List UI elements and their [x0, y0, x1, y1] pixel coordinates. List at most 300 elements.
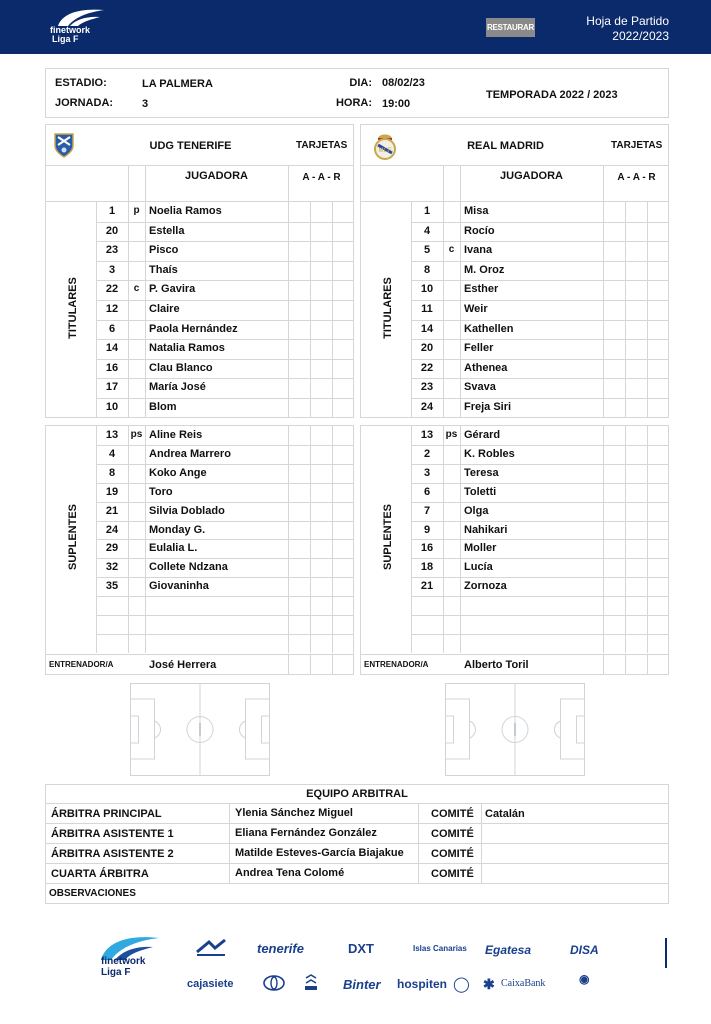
card-cell[interactable] [288, 445, 310, 464]
player-row[interactable] [411, 339, 668, 359]
home-formation-pitch[interactable] [130, 683, 270, 776]
cards-column-header: A - A - R [302, 172, 341, 183]
player-row[interactable] [96, 521, 353, 540]
player-row[interactable] [411, 378, 668, 398]
card-cell[interactable] [332, 445, 353, 464]
player-name: Nahikari [464, 523, 508, 536]
card-cell[interactable] [332, 222, 353, 242]
team-name: REAL MADRID [467, 140, 544, 152]
card-cell[interactable] [603, 280, 625, 300]
card-cell[interactable] [332, 378, 353, 398]
player-row[interactable] [96, 280, 353, 300]
card-cell[interactable] [310, 202, 332, 222]
player-row[interactable] [411, 445, 668, 464]
stadium-value: LA PALMERA [142, 78, 213, 90]
card-cell[interactable] [288, 539, 310, 558]
player-row[interactable] [411, 241, 668, 261]
card-cell[interactable] [332, 426, 353, 445]
player-row[interactable] [96, 339, 353, 359]
player-row[interactable] [96, 558, 353, 577]
player-number: 21 [105, 504, 119, 517]
logo-text-finetwork: finetwork [50, 25, 91, 35]
player-name: Giovaninha [149, 580, 209, 593]
player-row[interactable] [411, 280, 668, 300]
card-cell[interactable] [332, 280, 353, 300]
card-cell[interactable] [310, 464, 332, 483]
player-row[interactable] [96, 398, 353, 418]
card-cell[interactable] [647, 222, 668, 242]
substitutes-table [45, 425, 354, 675]
player-name: Zornoza [464, 580, 507, 593]
card-cell[interactable] [647, 502, 668, 521]
player-role: c [133, 283, 140, 295]
season-text: TEMPORADA 2022 / 2023 [486, 89, 618, 101]
player-name: Noelia Ramos [149, 205, 222, 217]
card-cell[interactable] [310, 615, 332, 634]
player-row[interactable] [96, 202, 353, 222]
player-row[interactable] [96, 222, 353, 242]
card-cell[interactable] [310, 539, 332, 558]
player-name: Teresa [464, 466, 499, 479]
player-row[interactable] [96, 378, 353, 398]
card-cell[interactable] [332, 339, 353, 359]
card-cell[interactable] [625, 222, 647, 242]
card-cell[interactable] [332, 596, 353, 615]
player-number: 11 [421, 303, 433, 315]
player-row[interactable] [411, 596, 668, 615]
card-cell[interactable] [603, 202, 625, 222]
card-cell[interactable] [310, 320, 332, 340]
card-cell[interactable] [288, 202, 310, 222]
card-cell[interactable] [625, 202, 647, 222]
card-cell[interactable] [625, 398, 647, 418]
card-cell[interactable] [332, 241, 353, 261]
card-cell[interactable] [288, 426, 310, 445]
card-cell[interactable] [603, 577, 625, 596]
player-name: Toletti [464, 485, 497, 498]
card-cell[interactable] [625, 378, 647, 398]
player-number: 29 [105, 542, 119, 555]
player-row[interactable] [411, 558, 668, 577]
card-cell[interactable] [288, 577, 310, 596]
referee-row [46, 804, 668, 824]
card-cell[interactable] [288, 521, 310, 540]
player-number: 20 [420, 342, 434, 355]
substitutes-label: SUPLENTES [382, 504, 394, 571]
card-cell[interactable] [603, 378, 625, 398]
card-cell[interactable] [625, 261, 647, 281]
divider [46, 654, 353, 655]
player-row[interactable] [96, 261, 353, 281]
card-cell[interactable] [332, 398, 353, 418]
committee-label: COMITÉ [431, 808, 474, 820]
card-cell[interactable] [288, 320, 310, 340]
referee-name: Eliana Fernández González [235, 827, 377, 839]
card-cell[interactable] [647, 398, 668, 418]
player-row[interactable] [96, 634, 353, 653]
player-name: Rocío [464, 224, 495, 237]
player-row[interactable] [96, 577, 353, 596]
player-number: 19 [105, 485, 119, 498]
card-cell[interactable] [310, 280, 332, 300]
card-cell[interactable] [647, 483, 668, 502]
card-cell[interactable] [647, 261, 668, 281]
card-cell[interactable] [603, 426, 625, 445]
card-cell[interactable] [603, 222, 625, 242]
divider [361, 165, 668, 166]
card-cell[interactable] [310, 634, 332, 653]
card-cell[interactable] [625, 241, 647, 261]
player-name: Gérard [464, 429, 501, 441]
card-cell[interactable] [647, 280, 668, 300]
card-cell[interactable] [647, 320, 668, 340]
divider [229, 824, 230, 844]
player-number: 22 [105, 283, 119, 296]
player-row[interactable] [411, 634, 668, 653]
card-cell[interactable] [288, 558, 310, 577]
player-row[interactable] [96, 502, 353, 521]
card-cell[interactable] [603, 320, 625, 340]
card-cell[interactable] [647, 359, 668, 379]
tenerife-sport-logo-icon [195, 938, 229, 958]
player-name: Kathellen [464, 322, 514, 335]
card-cell[interactable] [647, 445, 668, 464]
card-cell[interactable] [625, 596, 647, 615]
card-cell[interactable] [647, 539, 668, 558]
player-row[interactable] [96, 426, 353, 445]
card-cell[interactable] [625, 339, 647, 359]
card-cell[interactable] [647, 339, 668, 359]
divider [625, 654, 626, 674]
hummel-logo-icon [303, 974, 319, 992]
card-cell[interactable] [647, 558, 668, 577]
referee-name: Andrea Tena Colomé [235, 867, 345, 879]
player-number: 8 [423, 263, 431, 276]
card-cell[interactable] [288, 634, 310, 653]
card-cell[interactable] [310, 378, 332, 398]
divider [310, 654, 311, 674]
card-cell[interactable] [310, 241, 332, 261]
referee-name: Matilde Esteves-García Biajakue [235, 847, 404, 859]
card-cell[interactable] [625, 426, 647, 445]
card-cell[interactable] [310, 577, 332, 596]
card-cell[interactable] [603, 483, 625, 502]
player-number: 32 [105, 561, 119, 574]
player-row[interactable] [411, 202, 668, 222]
sheet-title-text: Hoja de Partido [586, 14, 669, 28]
card-cell[interactable] [625, 577, 647, 596]
player-row[interactable] [411, 577, 668, 596]
card-cell[interactable] [332, 634, 353, 653]
card-cell[interactable] [310, 426, 332, 445]
player-row[interactable] [96, 464, 353, 483]
card-cell[interactable] [310, 445, 332, 464]
player-name: Blom [149, 401, 177, 413]
card-cell[interactable] [647, 241, 668, 261]
card-cell[interactable] [647, 615, 668, 634]
player-name: Collete Ndzana [149, 561, 228, 574]
player-row[interactable] [411, 398, 668, 418]
player-row[interactable] [96, 241, 353, 261]
card-cell[interactable] [332, 615, 353, 634]
card-cell[interactable] [288, 241, 310, 261]
league-text-1: finetwork [101, 956, 146, 967]
card-cell[interactable] [332, 521, 353, 540]
player-row[interactable] [411, 539, 668, 558]
card-cell[interactable] [288, 483, 310, 502]
card-cell[interactable] [647, 634, 668, 653]
card-cell[interactable] [647, 521, 668, 540]
card-cell[interactable] [332, 261, 353, 281]
player-name: P. Gavira [149, 283, 196, 296]
divider [418, 864, 419, 884]
card-cell[interactable] [625, 634, 647, 653]
player-row[interactable] [411, 464, 668, 483]
card-cell[interactable] [603, 359, 625, 379]
player-role: c [448, 244, 455, 256]
player-number: 16 [420, 542, 434, 555]
player-row[interactable] [96, 359, 353, 379]
card-cell[interactable] [603, 398, 625, 418]
player-row[interactable] [411, 222, 668, 242]
sponsor-disa: DISA [570, 943, 599, 957]
player-name: Claire [149, 303, 180, 315]
card-cell[interactable] [647, 596, 668, 615]
card-cell[interactable] [288, 464, 310, 483]
player-name: Thaís [149, 263, 178, 276]
player-row[interactable] [411, 320, 668, 340]
player-row[interactable] [411, 261, 668, 281]
divider [603, 654, 604, 674]
card-cell[interactable] [288, 615, 310, 634]
card-cell[interactable] [310, 596, 332, 615]
divider [481, 804, 482, 824]
card-cell[interactable] [332, 502, 353, 521]
card-cell[interactable] [288, 300, 310, 320]
card-cell[interactable] [603, 445, 625, 464]
sponsor-binter: Binter [343, 977, 381, 992]
player-number: 9 [423, 523, 431, 536]
player-number: 17 [105, 381, 119, 394]
player-row[interactable] [96, 539, 353, 558]
divider [481, 824, 482, 844]
card-cell[interactable] [332, 359, 353, 379]
card-cell[interactable] [603, 615, 625, 634]
sponsor-hospiten: hospiten [397, 977, 447, 991]
card-cell[interactable] [603, 539, 625, 558]
referee-role: ÁRBITRA PRINCIPAL [51, 808, 162, 820]
card-cell[interactable] [310, 398, 332, 418]
card-cell[interactable] [625, 320, 647, 340]
referee-panel [45, 784, 669, 904]
card-cell[interactable] [603, 634, 625, 653]
card-cell[interactable] [288, 398, 310, 418]
player-name: Estella [149, 224, 185, 237]
card-cell[interactable] [647, 300, 668, 320]
player-row[interactable] [411, 426, 668, 445]
player-name: Toro [149, 485, 173, 498]
card-cell[interactable] [603, 596, 625, 615]
sponsor-egatesa: Egatesa [485, 943, 532, 957]
card-cell[interactable] [288, 222, 310, 242]
league-text-2: Liga F [101, 967, 131, 978]
player-number: 7 [423, 504, 431, 517]
card-cell[interactable] [625, 483, 647, 502]
referee-role: ÁRBITRA ASISTENTE 1 [51, 828, 174, 840]
divider [128, 165, 129, 203]
player-row[interactable] [411, 615, 668, 634]
referee-row [46, 864, 668, 884]
player-row[interactable] [96, 300, 353, 320]
card-cell[interactable] [647, 464, 668, 483]
card-cell[interactable] [288, 502, 310, 521]
card-cell[interactable] [288, 339, 310, 359]
card-cell[interactable] [603, 241, 625, 261]
player-number: 2 [423, 447, 431, 460]
card-cell[interactable] [625, 558, 647, 577]
card-cell[interactable] [603, 502, 625, 521]
cards-label: TARJETAS [296, 140, 348, 151]
divider [46, 883, 668, 884]
player-row[interactable] [96, 596, 353, 615]
card-cell[interactable] [625, 280, 647, 300]
referee-title: EQUIPO ARBITRAL [306, 788, 408, 800]
player-number: 23 [420, 381, 434, 394]
card-cell[interactable] [310, 502, 332, 521]
card-cell[interactable] [332, 483, 353, 502]
card-cell[interactable] [310, 483, 332, 502]
player-number: 10 [420, 283, 434, 296]
card-cell[interactable] [603, 464, 625, 483]
referee-row [46, 844, 668, 864]
player-number: 6 [423, 485, 431, 498]
player-name: Clau Blanco [149, 361, 213, 374]
card-cell[interactable] [625, 615, 647, 634]
committee-value: Catalán [485, 808, 525, 820]
day-label: DIA: [349, 77, 372, 89]
team-name: UDG TENERIFE [149, 140, 232, 152]
card-cell[interactable] [288, 378, 310, 398]
card-cell[interactable] [625, 521, 647, 540]
card-cell[interactable] [332, 320, 353, 340]
player-row[interactable] [411, 483, 668, 502]
card-cell[interactable] [603, 300, 625, 320]
coach-name: Alberto Toril [464, 658, 529, 671]
restore-button[interactable]: RESTAURAR [486, 18, 535, 37]
card-cell[interactable] [625, 464, 647, 483]
card-cell[interactable] [332, 300, 353, 320]
card-cell[interactable] [625, 359, 647, 379]
player-number: 3 [108, 263, 116, 276]
card-cell[interactable] [647, 577, 668, 596]
player-row[interactable] [96, 445, 353, 464]
player-name: Svava [464, 381, 496, 394]
card-cell[interactable] [603, 521, 625, 540]
player-name: Ivana [464, 244, 493, 257]
card-cell[interactable] [288, 359, 310, 379]
time-value: 19:00 [382, 98, 411, 110]
card-cell[interactable] [625, 539, 647, 558]
card-cell[interactable] [603, 261, 625, 281]
starters-table [45, 201, 354, 418]
divider [418, 844, 419, 864]
divider [229, 804, 230, 824]
coach-label: ENTRENADOR/A [49, 659, 114, 669]
player-row[interactable] [411, 502, 668, 521]
card-cell[interactable] [647, 426, 668, 445]
card-cell[interactable] [647, 202, 668, 222]
coach-name: José Herrera [149, 658, 217, 671]
card-cell[interactable] [310, 521, 332, 540]
card-cell[interactable] [332, 558, 353, 577]
player-row[interactable] [96, 483, 353, 502]
player-name: Pisco [149, 244, 179, 257]
card-cell[interactable] [310, 300, 332, 320]
player-number: 12 [105, 303, 119, 315]
card-cell[interactable] [310, 339, 332, 359]
card-cell[interactable] [288, 596, 310, 615]
divider [481, 864, 482, 884]
card-cell[interactable] [625, 300, 647, 320]
player-row[interactable] [96, 320, 353, 340]
player-role: p [133, 205, 140, 216]
team-header [360, 124, 669, 202]
divider [647, 654, 648, 674]
referee-name: Ylenia Sánchez Miguel [235, 807, 353, 819]
committee-label: COMITÉ [431, 868, 474, 880]
card-cell[interactable] [332, 464, 353, 483]
card-cell[interactable] [310, 222, 332, 242]
substitutes-table [360, 425, 669, 675]
card-cell[interactable] [603, 339, 625, 359]
card-cell[interactable] [603, 558, 625, 577]
player-name: Athenea [464, 361, 508, 374]
player-name: Feller [464, 342, 494, 355]
away-formation-pitch[interactable] [445, 683, 585, 776]
toyota-logo-icon [263, 975, 285, 991]
card-cell[interactable] [332, 577, 353, 596]
team-header [45, 124, 354, 202]
divider [603, 165, 604, 203]
top-header [0, 0, 711, 54]
divider [418, 804, 419, 824]
player-name: Koko Ange [149, 466, 207, 479]
player-number: 13 [420, 429, 434, 441]
card-cell[interactable] [332, 202, 353, 222]
player-number: 4 [423, 224, 431, 237]
card-cell[interactable] [288, 261, 310, 281]
player-row[interactable] [411, 521, 668, 540]
card-cell[interactable] [332, 539, 353, 558]
player-row[interactable] [411, 300, 668, 320]
card-cell[interactable] [310, 558, 332, 577]
card-cell[interactable] [310, 261, 332, 281]
starters-table [360, 201, 669, 418]
player-number: 20 [105, 224, 119, 237]
player-number: 14 [105, 342, 119, 355]
player-number: 16 [105, 361, 119, 374]
card-cell[interactable] [310, 359, 332, 379]
card-cell[interactable] [647, 378, 668, 398]
card-cell[interactable] [625, 502, 647, 521]
referee-role: ÁRBITRA ASISTENTE 2 [51, 848, 174, 860]
player-row[interactable] [96, 615, 353, 634]
card-cell[interactable] [288, 280, 310, 300]
svg-text:MCF: MCF [378, 148, 392, 154]
divider [361, 654, 668, 655]
card-cell[interactable] [625, 445, 647, 464]
player-row[interactable] [411, 359, 668, 379]
